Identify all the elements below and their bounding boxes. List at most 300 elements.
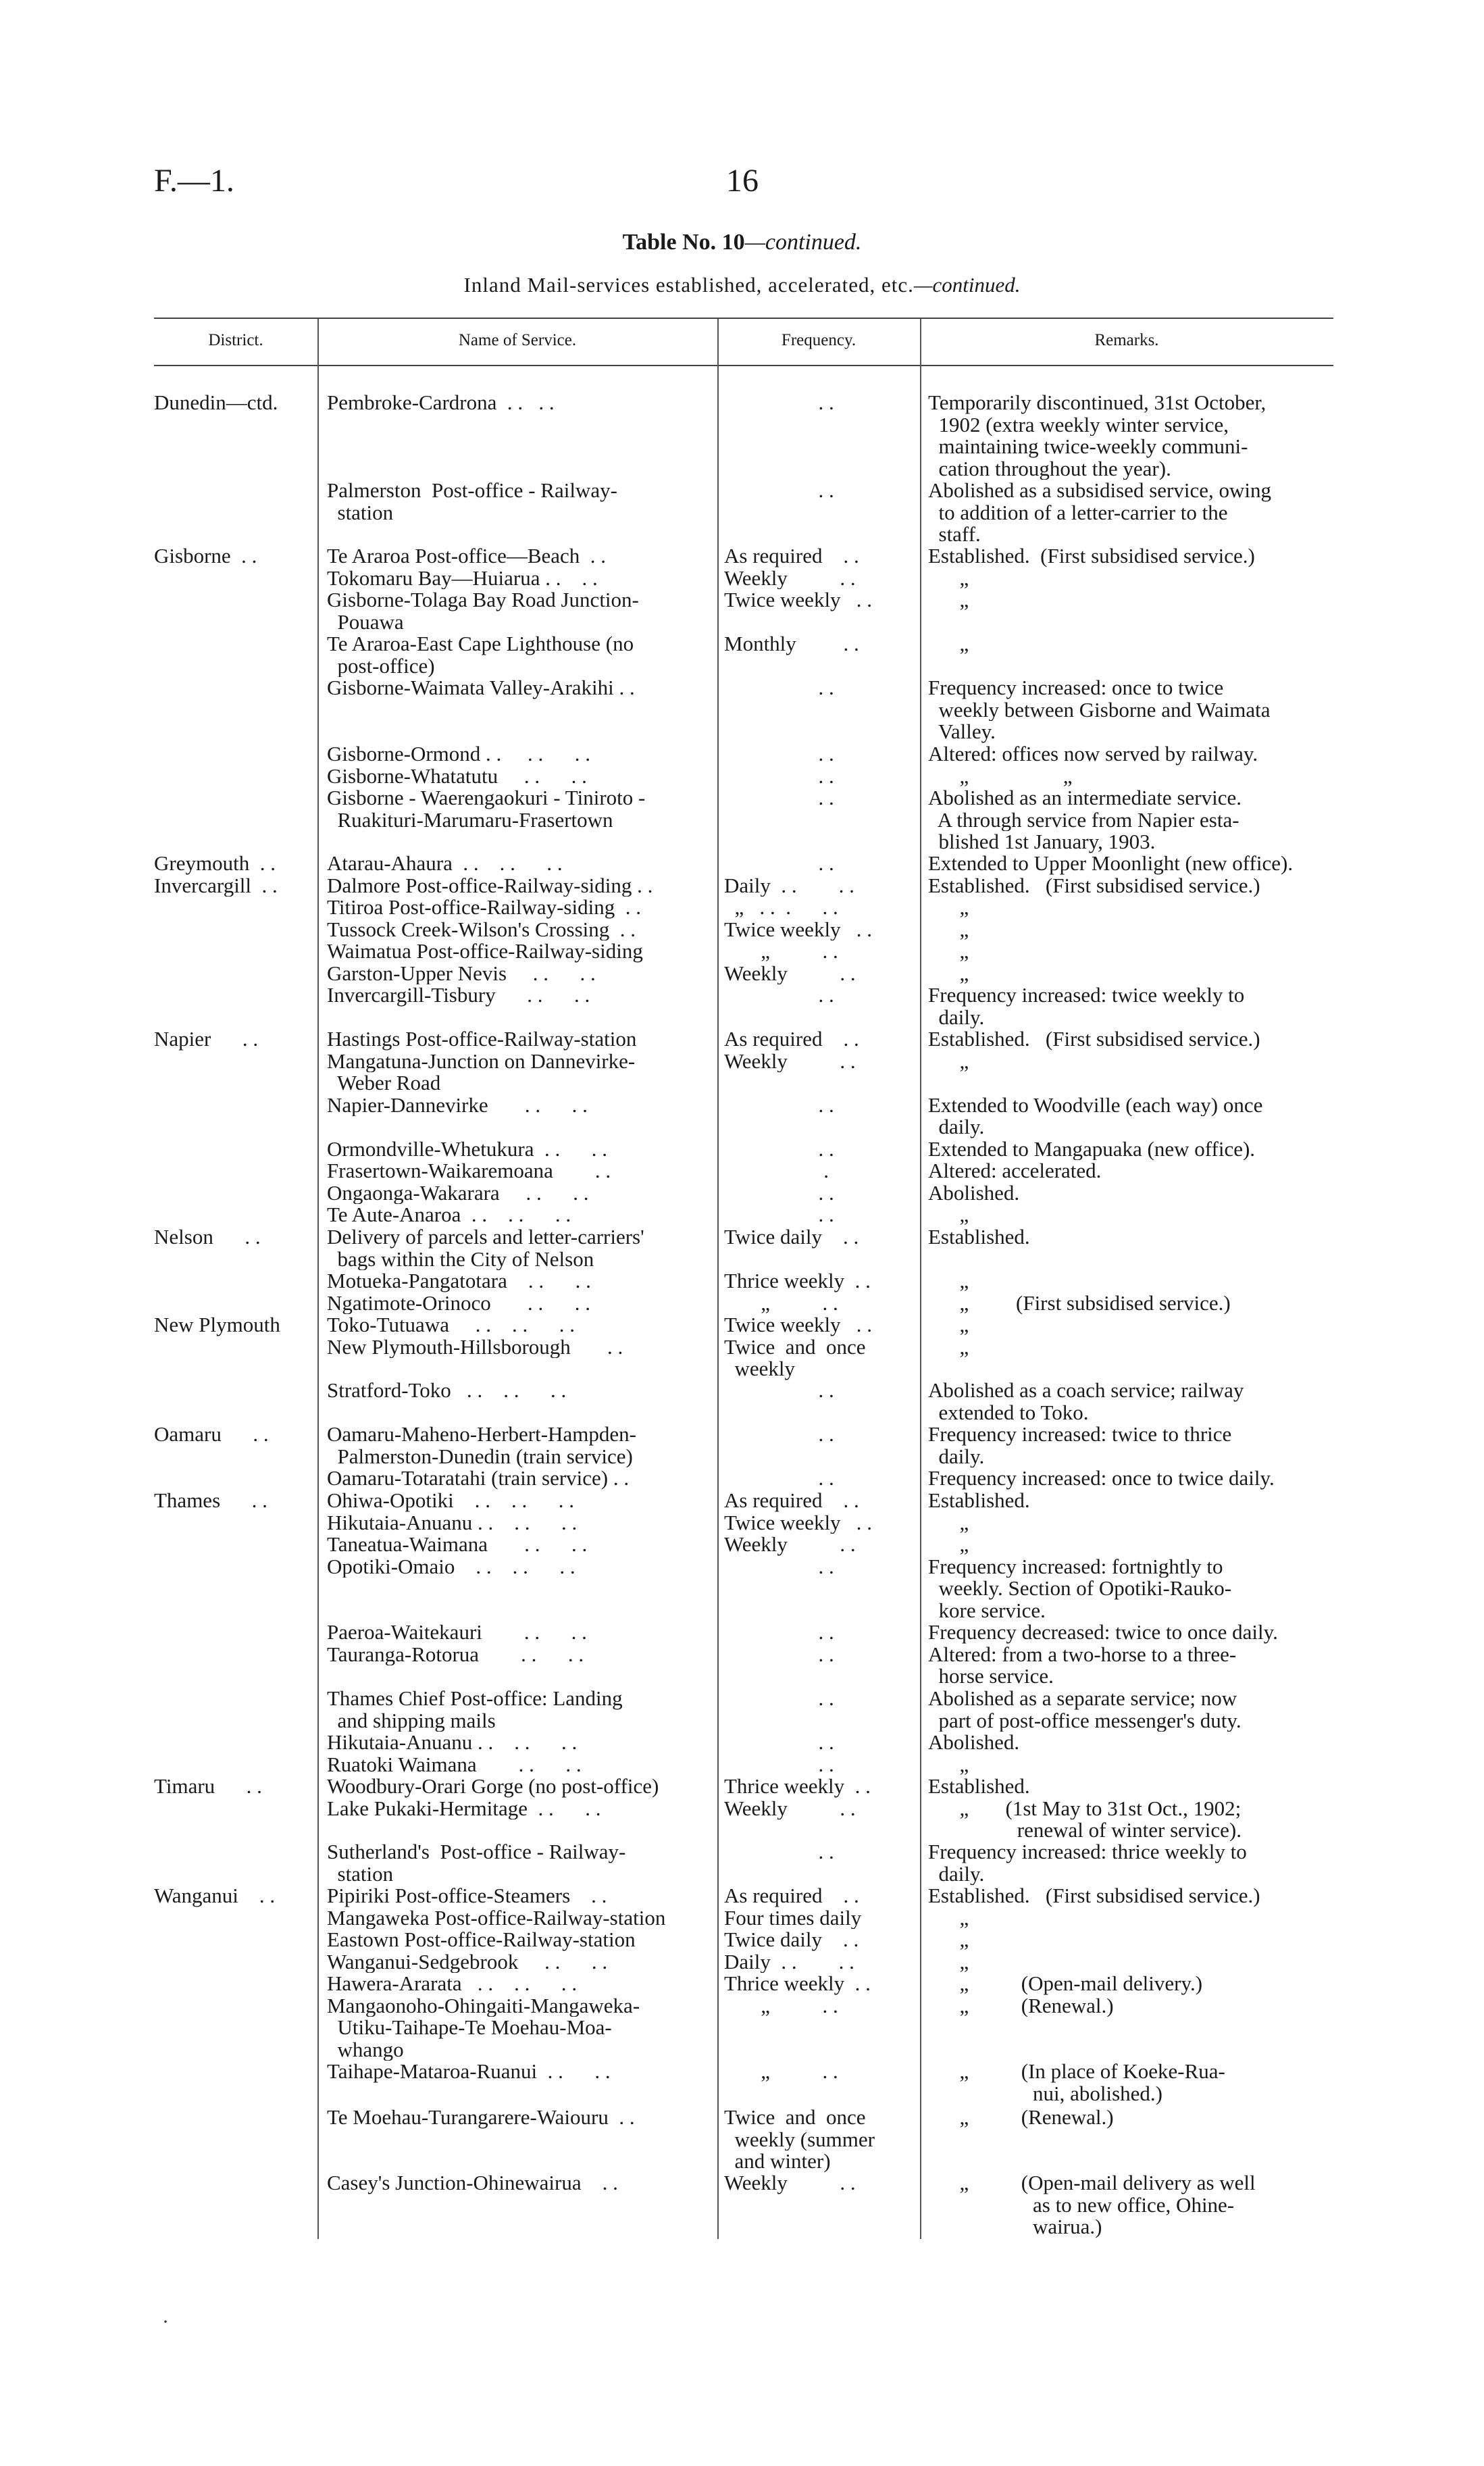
table-line: and shipping mails bbox=[327, 1709, 496, 1732]
table-line: „ . . bbox=[724, 940, 838, 963]
table-line: Oamaru . . bbox=[154, 1424, 269, 1446]
table-line: Twice weekly . . bbox=[724, 1314, 873, 1336]
district-cell bbox=[154, 1490, 311, 1512]
table-line bbox=[724, 655, 912, 678]
remarks-cell bbox=[928, 1380, 1333, 1424]
table-line: bags within the City of Nelson bbox=[327, 1248, 594, 1270]
table-line bbox=[724, 611, 912, 634]
table-line: weekly between Gisborne and Waimata bbox=[928, 699, 1271, 721]
table-line: Established. bbox=[928, 1776, 1030, 1798]
service-cell bbox=[327, 1028, 713, 1226]
table-line: Ruatoki Waimana . . . . bbox=[327, 1753, 582, 1776]
frequency-cell bbox=[724, 1776, 912, 1819]
district-cell bbox=[154, 1424, 311, 1446]
table-line: Twice and once bbox=[724, 1336, 866, 1358]
table-line: and winter) bbox=[724, 2150, 831, 2173]
table-line: Altered: accelerated. bbox=[928, 1160, 1102, 1182]
table-line: Stratford-Toko . . . . . . bbox=[327, 1380, 567, 1402]
table-line: maintaining twice-weekly communi- bbox=[928, 436, 1248, 458]
table-line: Twice weekly . . bbox=[724, 918, 873, 940]
table-line: Thames Chief Post-office: Landing bbox=[327, 1688, 623, 1710]
remarks-cell bbox=[928, 1226, 1333, 1358]
table-line: Greymouth . . bbox=[154, 853, 276, 875]
table-line: Mangaweka Post-office-Railway-station bbox=[327, 1907, 666, 1929]
table-line: „ (Renewal.) bbox=[928, 1994, 1114, 2017]
table-line: „ (In place of Koeke-Rua- bbox=[928, 2061, 1225, 2083]
frequency-cell bbox=[724, 1621, 912, 1665]
table-line: Monthly . . bbox=[724, 633, 859, 655]
table-line: Thrice weekly . . bbox=[724, 1776, 871, 1798]
table-line: As required . . bbox=[724, 545, 859, 568]
table-line: „ . . bbox=[724, 1994, 838, 2017]
table-line: . . bbox=[724, 1643, 834, 1665]
table-line: . . bbox=[724, 1732, 834, 1754]
table-line: Ohiwa-Opotiki . . . . . . bbox=[327, 1490, 574, 1512]
frequency-cell bbox=[724, 743, 912, 809]
service-cell bbox=[327, 545, 713, 699]
table-line: „ „ bbox=[928, 765, 1073, 787]
table-line: Gisborne . . bbox=[154, 545, 257, 568]
table-line: as to new office, Ohine- bbox=[928, 2194, 1235, 2216]
table-line: „ bbox=[928, 1753, 969, 1776]
table-line: Four times daily bbox=[724, 1907, 862, 1929]
table-line: „ . . bbox=[724, 2061, 838, 2083]
service-cell bbox=[327, 2172, 713, 2194]
table-line: Lake Pukaki-Hermitage . . . . bbox=[327, 1797, 601, 1819]
table-line: Established. (First subsidised service.) bbox=[928, 1028, 1260, 1051]
table-line bbox=[154, 1270, 311, 1292]
table-line: Motueka-Pangatotara . . . . bbox=[327, 1270, 591, 1292]
table-title-bold: Table No. 10 bbox=[622, 230, 745, 255]
frequency-cell bbox=[724, 1841, 912, 1863]
table-line: . . bbox=[724, 1467, 834, 1490]
remarks-cell bbox=[928, 1621, 1333, 1688]
table-line: „ . . bbox=[724, 1292, 838, 1314]
table-line: Palmerston Post-office - Railway- bbox=[327, 480, 617, 502]
table-line: 1902 (extra weekly winter service, bbox=[928, 413, 1229, 436]
remarks-cell bbox=[928, 1885, 1333, 2105]
table-line: Oamaru-Maheno-Herbert-Hampden- bbox=[327, 1424, 636, 1446]
table-line: Abolished as a separate service; now bbox=[928, 1688, 1237, 1710]
table-line: Weekly . . bbox=[724, 2172, 856, 2194]
table-line: Casey's Junction-Ohinewairua . . bbox=[327, 2172, 618, 2194]
table-line: . . bbox=[724, 392, 834, 414]
table-line: Twice weekly . . bbox=[724, 589, 873, 611]
table-line: Dalmore Post-office-Railway-siding . . bbox=[327, 874, 653, 897]
table-line: . . bbox=[724, 765, 834, 787]
table-line: Palmerston-Dunedin (train service) bbox=[327, 1445, 633, 1467]
table-line: Hastings Post-office-Railway-station bbox=[327, 1028, 637, 1051]
table-line: Ruakituri-Marumaru-Frasertown bbox=[327, 809, 613, 831]
table-line: blished 1st January, 1903. bbox=[928, 831, 1156, 853]
page-mark: · bbox=[162, 2311, 169, 2333]
table-line: Twice and once bbox=[724, 2107, 866, 2129]
table-title bbox=[0, 230, 1484, 255]
table-line: Altered: from a two-horse to a three- bbox=[928, 1643, 1237, 1665]
table-line: weekly. Section of Opotiki-Rauko- bbox=[928, 1578, 1232, 1600]
table-line: daily. bbox=[928, 1006, 985, 1028]
table-line: station bbox=[327, 501, 394, 524]
table-line: weekly bbox=[724, 1358, 796, 1380]
remarks-cell bbox=[928, 480, 1333, 546]
table-line: Frequency increased: twice to thrice bbox=[928, 1424, 1232, 1446]
table-line: Abolished as a subsidised service, owing bbox=[928, 480, 1271, 502]
district-cell bbox=[154, 1885, 311, 1907]
table-line bbox=[724, 2039, 912, 2061]
table-line: . . bbox=[724, 853, 834, 875]
table-line: Abolished as an intermediate service. bbox=[928, 787, 1242, 809]
table-line: Extended to Woodville (each way) once bbox=[928, 1094, 1263, 1116]
table-line: Wanganui . . bbox=[154, 1885, 276, 1907]
table-line: Weekly . . bbox=[724, 1797, 856, 1819]
service-cell bbox=[327, 1841, 713, 1885]
table-line: Twice weekly . . bbox=[724, 1511, 873, 1534]
table-line bbox=[154, 1292, 311, 1315]
table-line bbox=[724, 1446, 912, 1468]
table-line: Gisborne - Waerengaokuri - Tiniroto - bbox=[327, 787, 646, 809]
table-top-rule bbox=[154, 318, 1333, 319]
service-cell bbox=[327, 1776, 713, 1819]
table-line: A through service from Napier esta- bbox=[928, 809, 1239, 831]
table-line: Weekly . . bbox=[724, 1534, 856, 1556]
table-line bbox=[724, 1249, 912, 1271]
table-line: Ngatimote-Orinoco . . . . bbox=[327, 1292, 591, 1314]
table-line: „ (Open-mail delivery as well bbox=[928, 2172, 1256, 2194]
table-line: Ongaonga-Wakarara . . . . bbox=[327, 1182, 589, 1204]
table-subtitle-main: Inland Mail-services established, accelerated, etc. bbox=[463, 273, 914, 297]
service-cell bbox=[327, 1490, 713, 1578]
table-line: „ bbox=[928, 918, 969, 940]
table-line: Weekly . . bbox=[724, 1050, 856, 1072]
table-line: „ (1st May to 31st Oct., 1902; bbox=[928, 1797, 1242, 1819]
table-line: Titiroa Post-office-Railway-siding . . bbox=[327, 897, 641, 919]
remarks-cell bbox=[928, 2172, 1333, 2238]
table-line: . . bbox=[724, 1841, 834, 1863]
table-line: Gisborne-Ormond . . . . . . bbox=[327, 743, 591, 765]
table-line: Established. bbox=[928, 1490, 1030, 1512]
table-line: „ bbox=[928, 567, 969, 589]
table-line: „ bbox=[928, 633, 969, 655]
table-line: Gisborne-Tolaga Bay Road Junction- bbox=[327, 589, 639, 611]
table-line: Daily . . . . bbox=[724, 1951, 854, 1973]
table-line: Te Aute-Anaroa . . . . . . bbox=[327, 1204, 571, 1226]
page-number: 16 bbox=[726, 163, 759, 199]
table-line: Abolished. bbox=[928, 1732, 1020, 1754]
frequency-cell bbox=[724, 1885, 912, 2083]
table-line: . . bbox=[724, 1753, 834, 1776]
table-line: Invercargill . . bbox=[154, 874, 278, 897]
frequency-cell bbox=[724, 392, 912, 414]
table-line: Hikutaia-Anuanu . . . . . . bbox=[327, 1511, 578, 1534]
table-line: . . bbox=[724, 787, 834, 809]
table-line: Taihape-Mataroa-Ruanui . . . . bbox=[327, 2061, 611, 2083]
remarks-cell bbox=[928, 1028, 1333, 1226]
table-line: Eastown Post-office-Railway-station bbox=[327, 1929, 636, 1951]
table-line bbox=[928, 655, 1333, 678]
table-subtitle-continued: —continued. bbox=[913, 273, 1021, 297]
district-cell bbox=[154, 545, 311, 568]
table-line: „ bbox=[928, 589, 969, 611]
table-line: Te Araroa Post-office—Beach . . bbox=[327, 545, 607, 568]
table-line bbox=[928, 1072, 1333, 1094]
column-divider-2 bbox=[717, 319, 719, 2239]
frequency-cell bbox=[724, 1226, 912, 1380]
table-line: kore service. bbox=[928, 1599, 1046, 1621]
table-line: Frequency increased: once to twice bbox=[928, 677, 1224, 699]
table-line: „ bbox=[928, 1534, 969, 1556]
table-line: „ bbox=[928, 1929, 969, 1951]
table-line: Dunedin—ctd. bbox=[154, 392, 278, 414]
table-line: to addition of a letter-carrier to the bbox=[928, 501, 1228, 524]
table-line: Weekly . . bbox=[724, 567, 856, 589]
table-line: Twice daily . . bbox=[724, 1226, 859, 1249]
table-line: Established. (First subsidised service.) bbox=[928, 545, 1255, 568]
table-line: daily. bbox=[928, 1445, 985, 1467]
table-line: „ bbox=[928, 1204, 969, 1226]
table-line: Thrice weekly . . bbox=[724, 1973, 871, 1995]
table-line: daily. bbox=[928, 1116, 985, 1138]
table-line: Twice daily . . bbox=[724, 1929, 859, 1951]
table-line: . . bbox=[724, 1621, 834, 1644]
table-line: „ bbox=[928, 962, 969, 984]
table-line: Napier-Dannevirke . . . . bbox=[327, 1094, 588, 1116]
table-line: Established. bbox=[928, 1226, 1030, 1249]
frequency-cell bbox=[724, 1028, 912, 1226]
table-line bbox=[154, 1249, 311, 1271]
frequency-cell bbox=[724, 1424, 912, 1490]
table-line: „ bbox=[928, 1907, 969, 1929]
table-line: Tauranga-Rotorua . . . . bbox=[327, 1643, 584, 1665]
table-line: . . bbox=[724, 480, 834, 502]
column-header-service: Name of Service. bbox=[458, 331, 577, 349]
table-line: Oamaru-Totaratahi (train service) . . bbox=[327, 1467, 630, 1490]
service-cell bbox=[327, 1226, 713, 1358]
frequency-cell bbox=[724, 545, 912, 699]
table-line: Tokomaru Bay—Huiarua . . . . bbox=[327, 567, 598, 589]
header-bottom-rule bbox=[154, 365, 1333, 366]
table-line: Weekly . . bbox=[724, 962, 856, 984]
column-header-district: District. bbox=[208, 331, 263, 349]
table-line bbox=[327, 1116, 713, 1138]
table-line: New Plymouth bbox=[154, 1314, 280, 1336]
table-line: „ bbox=[928, 1314, 969, 1336]
table-line: As required . . bbox=[724, 1028, 859, 1051]
table-line: Abolished. bbox=[928, 1182, 1020, 1204]
remarks-cell bbox=[928, 1424, 1333, 1490]
service-cell bbox=[327, 2107, 713, 2129]
table-line: „ bbox=[928, 1270, 969, 1292]
table-line: Frequency increased: thrice weekly to bbox=[928, 1841, 1247, 1863]
table-line: wairua.) bbox=[928, 2216, 1102, 2238]
table-line: Established. (First subsidised service.) bbox=[928, 1885, 1260, 1907]
table-line: Extended to Mangapuaka (new office). bbox=[928, 1138, 1256, 1160]
table-line: „ bbox=[928, 1050, 969, 1072]
table-line: Opotiki-Omaio . . . . . . bbox=[327, 1555, 575, 1578]
table-line: „ . . . . . bbox=[724, 897, 838, 919]
table-line: Taneatua-Waimana . . . . bbox=[327, 1534, 588, 1556]
table-line: Wanganui-Sedgebrook . . . . bbox=[327, 1951, 608, 1973]
table-line: . . bbox=[724, 677, 834, 699]
table-line: Extended to Upper Moonlight (new office). bbox=[928, 853, 1294, 875]
remarks-cell bbox=[928, 1776, 1333, 1842]
district-cell bbox=[154, 392, 311, 414]
service-cell bbox=[327, 392, 713, 414]
table-line: extended to Toko. bbox=[928, 1401, 1089, 1424]
table-line: . . bbox=[724, 1555, 834, 1578]
table-line: post-office) bbox=[327, 655, 435, 677]
table-line: cation throughout the year). bbox=[928, 457, 1171, 480]
table-line: Hawera-Ararata . . . . . . bbox=[327, 1973, 578, 1995]
table-line: whango bbox=[327, 2038, 404, 2061]
frequency-cell bbox=[724, 480, 912, 502]
table-line: Altered: offices now served by railway. bbox=[928, 743, 1258, 765]
table-line: „ bbox=[928, 940, 969, 963]
table-title-continued: —continued. bbox=[744, 230, 862, 255]
table-line: Frequency increased: once to twice daily. bbox=[928, 1467, 1275, 1490]
table-line: . . bbox=[724, 1094, 834, 1116]
table-line bbox=[724, 1072, 912, 1094]
remarks-cell bbox=[928, 1841, 1333, 1885]
table-line: „ (Renewal.) bbox=[928, 2107, 1114, 2129]
column-header-frequency: Frequency. bbox=[781, 331, 856, 349]
table-line: Delivery of parcels and letter-carriers' bbox=[327, 1226, 644, 1249]
table-line: Gisborne-Whatatutu . . . . bbox=[327, 765, 587, 787]
table-line bbox=[928, 1249, 1333, 1271]
table-line: Pouawa bbox=[327, 611, 404, 633]
table-line: Atarau-Ahaura . . . . . . bbox=[327, 853, 563, 875]
table-line: Timaru . . bbox=[154, 1776, 262, 1798]
table-line: Established. (First subsidised service.) bbox=[928, 874, 1260, 897]
table-line: Woodbury-Orari Gorge (no post-office) bbox=[327, 1776, 659, 1798]
service-cell bbox=[327, 1424, 713, 1490]
remarks-cell bbox=[928, 1688, 1333, 1776]
table-line: . . bbox=[724, 1182, 834, 1204]
table-line: renewal of winter service). bbox=[928, 1819, 1242, 1842]
remarks-cell bbox=[928, 545, 1333, 743]
table-line: station bbox=[327, 1863, 394, 1885]
table-subtitle bbox=[0, 273, 1484, 297]
table-line: Paeroa-Waitekauri . . . . bbox=[327, 1621, 587, 1644]
table-line: „ bbox=[928, 897, 969, 919]
table-line: . . bbox=[724, 743, 834, 765]
table-line: As required . . bbox=[724, 1490, 859, 1512]
table-line: nui, abolished.) bbox=[928, 2082, 1162, 2105]
column-divider-3 bbox=[920, 319, 921, 2239]
table-line: part of post-office messenger's duty. bbox=[928, 1709, 1242, 1732]
table-line bbox=[928, 2017, 1333, 2039]
table-line: Thrice weekly . . bbox=[724, 1270, 871, 1292]
table-line: Frequency increased: twice weekly to bbox=[928, 984, 1245, 1007]
service-cell bbox=[327, 1621, 713, 1665]
frequency-cell bbox=[724, 1380, 912, 1402]
table-line: Pembroke-Cardrona . . . . bbox=[327, 392, 555, 414]
table-line: Mangatuna-Junction on Dannevirke- bbox=[327, 1050, 636, 1072]
table-line: . . bbox=[724, 1204, 834, 1226]
table-line: Valley. bbox=[928, 721, 996, 743]
table-line: . . bbox=[724, 1138, 834, 1160]
table-line: Frequency increased: fortnightly to bbox=[928, 1555, 1223, 1578]
remarks-cell bbox=[928, 853, 1333, 1028]
table-line: As required . . bbox=[724, 1885, 859, 1907]
table-line bbox=[724, 2017, 912, 2039]
table-line: Garston-Upper Nevis . . . . bbox=[327, 962, 596, 984]
table-line: horse service. bbox=[928, 1665, 1054, 1688]
table-line: daily. bbox=[928, 1863, 985, 1885]
table-line: „ bbox=[928, 1511, 969, 1534]
table-line: Sutherland's Post-office - Railway- bbox=[327, 1841, 626, 1863]
table-line: Nelson . . bbox=[154, 1226, 261, 1249]
table-line: Invercargill-Tisbury . . . . bbox=[327, 984, 590, 1007]
table-line: New Plymouth-Hillsborough . . bbox=[327, 1336, 623, 1358]
district-cell bbox=[154, 1028, 311, 1051]
table-line: Tussock Creek-Wilson's Crossing . . bbox=[327, 918, 636, 940]
table-line: Hikutaia-Anuanu . . . . . . bbox=[327, 1732, 578, 1754]
table-line: Waimatua Post-office-Railway-siding bbox=[327, 940, 643, 963]
table-line: . . bbox=[724, 984, 834, 1007]
table-line: Ormondville-Whetukura . . . . bbox=[327, 1138, 607, 1160]
district-cell bbox=[154, 1776, 311, 1798]
service-cell bbox=[327, 1380, 713, 1402]
table-line: Napier . . bbox=[154, 1028, 259, 1051]
table-line bbox=[928, 2039, 1333, 2061]
service-cell bbox=[327, 480, 713, 524]
table-line: weekly (summer bbox=[724, 2128, 875, 2150]
table-line: Frequency decreased: twice to once daily. bbox=[928, 1621, 1278, 1644]
district-cell bbox=[154, 1226, 311, 1336]
table-line: „ (Open-mail delivery.) bbox=[928, 1973, 1203, 1995]
remarks-cell bbox=[928, 1490, 1333, 1621]
table-line: staff. bbox=[928, 524, 981, 546]
table-line bbox=[724, 1116, 912, 1138]
remarks-cell bbox=[928, 392, 1333, 480]
remarks-cell bbox=[928, 2107, 1333, 2129]
table-line: Abolished as a coach service; railway bbox=[928, 1380, 1244, 1402]
table-line bbox=[724, 1710, 912, 1732]
frequency-cell bbox=[724, 2172, 912, 2194]
district-cell bbox=[154, 853, 311, 897]
table-line: . . bbox=[724, 1424, 834, 1446]
table-line: Gisborne-Waimata Valley-Arakihi . . bbox=[327, 677, 635, 699]
table-line: Te Araroa-East Cape Lighthouse (no bbox=[327, 633, 634, 655]
column-header-remarks: Remarks. bbox=[1094, 331, 1159, 349]
table-line: „ bbox=[928, 1336, 969, 1358]
column-divider-1 bbox=[317, 319, 319, 2239]
table-line: Temporarily discontinued, 31st October, bbox=[928, 392, 1266, 414]
table-line: „ bbox=[928, 1951, 969, 1973]
frequency-cell bbox=[724, 2107, 912, 2173]
table-line: Utiku-Taihape-Te Moehau-Moa- bbox=[327, 2017, 612, 2039]
table-line: Toko-Tutuawa . . . . . . bbox=[327, 1314, 575, 1336]
frequency-cell bbox=[724, 1490, 912, 1578]
table-line: Frasertown-Waikaremoana . . bbox=[327, 1160, 611, 1182]
table-line: Weber Road bbox=[327, 1072, 441, 1094]
service-cell bbox=[327, 853, 713, 1007]
service-cell bbox=[327, 1688, 713, 1776]
table-line: Thames . . bbox=[154, 1490, 267, 1512]
service-cell bbox=[327, 1885, 713, 2083]
table-line bbox=[928, 611, 1333, 634]
service-cell bbox=[327, 743, 713, 831]
table-line: Mangaonoho-Ohingaiti-Mangaweka- bbox=[327, 1994, 640, 2017]
frequency-cell bbox=[724, 853, 912, 1007]
table-line: . bbox=[724, 1160, 829, 1182]
table-line: Daily . . . . bbox=[724, 874, 854, 897]
page-identifier: F.—1. bbox=[154, 163, 234, 199]
table-line: . . bbox=[724, 1688, 834, 1710]
table-line: Pipiriki Post-office-Steamers . . bbox=[327, 1885, 607, 1907]
frequency-cell bbox=[724, 1688, 912, 1776]
table-line: Te Moehau-Turangarere-Waiouru . . bbox=[327, 2107, 635, 2129]
